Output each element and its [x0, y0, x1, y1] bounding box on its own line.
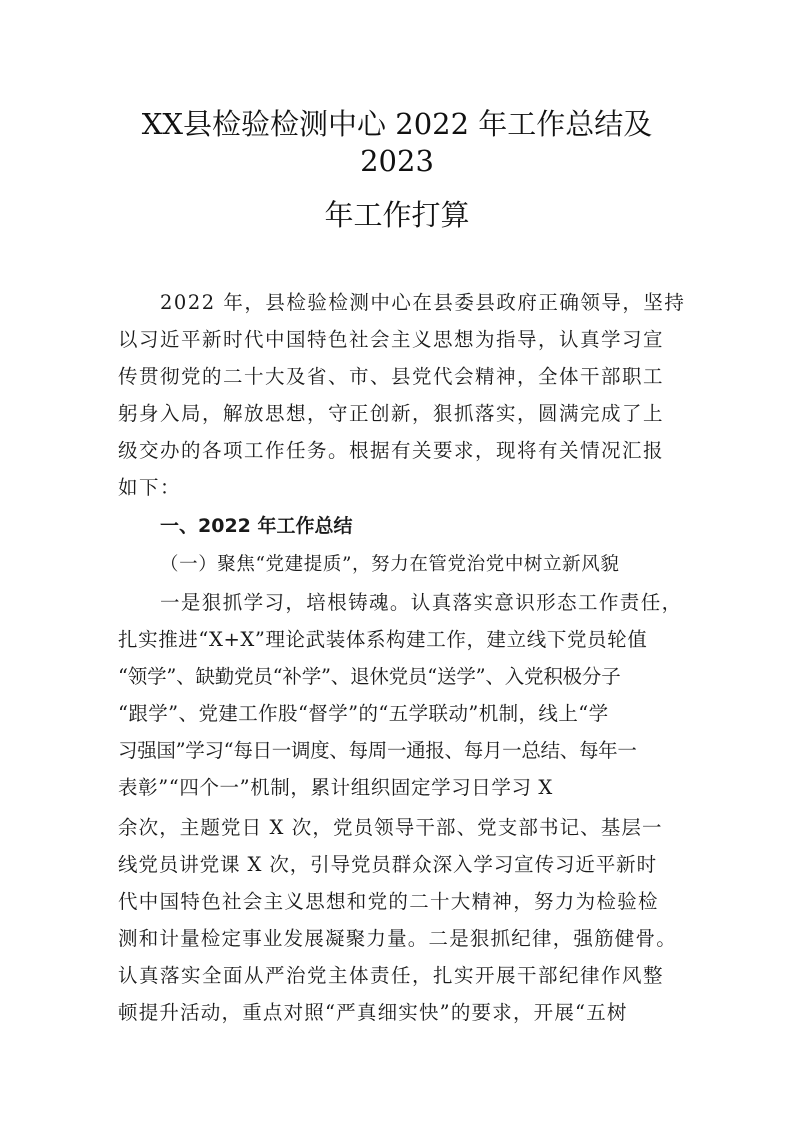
- body-line: 代中国特色社会主义思想和党的二十大精神，努力为检验检: [118, 890, 659, 913]
- body-line: 顿提升活动，重点对照“严真细实快”的要求，开展“五树: [118, 1001, 628, 1024]
- body-line: 习强国”学习“每日一调度、每周一通报、每月一总结、每年一: [118, 739, 637, 762]
- body-line: 余次，主题党日 X 次，党员领导干部、党支部书记、基层一: [118, 816, 663, 839]
- section-heading: 一、2022 年工作总结: [160, 515, 353, 537]
- body-line: 测和计量检定事业发展凝聚力量。二是狠抓纪律，强筋健骨。: [118, 927, 677, 950]
- body-line: “跟学”、党建工作股“督学”的“五学联动”机制，线上“学: [118, 702, 609, 725]
- body-line: 线党员讲党课 X 次，引导党员群众深入学习宣传习近平新时: [118, 853, 657, 876]
- body-line: “领学”、缺勤党员“补学”、退休党员“送学”、入党积极分子: [118, 665, 621, 688]
- sub-heading: （一）聚焦“党建提质”，努力在管党治党中树立新风貌: [160, 554, 620, 575]
- body-line: 认真落实全面从严治党主体责任，扎实开展干部纪律作风整: [118, 964, 665, 987]
- body-line: 2022 年，县检验检测中心在县委县政府正确领导，坚持: [160, 291, 686, 314]
- body-line: 表彰”“四个一”机制，累计组织固定学习日学习 X: [118, 776, 553, 799]
- body-line: 扎实推进“X+X”理论武装体系构建工作，建立线下党员轮值: [118, 628, 648, 651]
- body-line: 级交办的各项工作任务。根据有关要求，现将有关情况汇报: [118, 439, 665, 462]
- document-title-line-2: 2023: [360, 144, 434, 178]
- document-title-line-1: XX县检验检测中心 2022 年工作总结及: [141, 107, 653, 141]
- body-line: 以习近平新时代中国特色社会主义思想为指导，认真学习宣: [118, 328, 665, 351]
- body-line: 一是狠抓学习，培根铸魂。认真落实意识形态工作责任，: [160, 591, 683, 614]
- body-line: 如下：: [118, 476, 182, 499]
- body-line: 躬身入局，解放思想，守正创新，狠抓落实，圆满完成了上: [118, 402, 665, 425]
- body-line: 传贯彻党的二十大及省、市、县党代会精神，全体干部职工: [118, 365, 665, 388]
- document-title-line-3: 年工作打算: [324, 198, 470, 232]
